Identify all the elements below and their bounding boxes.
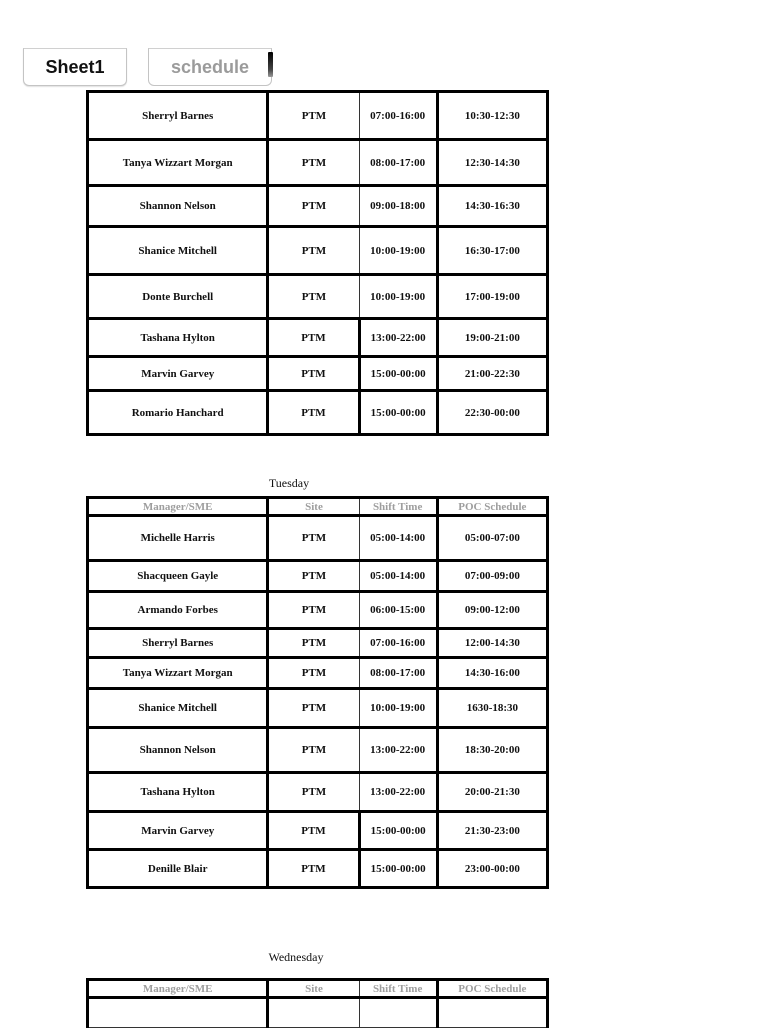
- site-cell[interactable]: PTM: [268, 773, 359, 812]
- table-row: [88, 773, 548, 812]
- shift-time-cell[interactable]: 08:00-17:00: [359, 140, 437, 186]
- poc-schedule-cell[interactable]: [437, 998, 547, 1028]
- table-row: [88, 92, 548, 140]
- site-cell[interactable]: PTM: [268, 92, 359, 140]
- site-cell[interactable]: PTM: [268, 357, 359, 391]
- column-header-shift-time: Shift Time: [359, 980, 437, 998]
- shift-time-cell[interactable]: 15:00-00:00: [359, 850, 437, 888]
- site-cell[interactable]: PTM: [268, 689, 359, 728]
- monday-schedule-table: [86, 90, 549, 436]
- table-row: [88, 140, 548, 186]
- day-heading-tuesday: Tuesday: [268, 476, 310, 490]
- shift-time-cell[interactable]: 15:00-00:00: [359, 391, 437, 435]
- manager-cell[interactable]: Michelle Harris: [88, 516, 268, 561]
- shift-time-cell[interactable]: 05:00-14:00: [359, 516, 437, 561]
- manager-cell[interactable]: Tashana Hylton: [88, 773, 268, 812]
- site-cell[interactable]: PTM: [268, 629, 359, 658]
- site-cell[interactable]: PTM: [268, 592, 359, 629]
- poc-schedule-cell[interactable]: 21:00-22:30: [437, 357, 547, 391]
- table-row: [88, 812, 548, 850]
- table-row: [88, 391, 548, 435]
- column-header-manager: Manager/SME: [88, 980, 268, 998]
- shift-time-cell[interactable]: 15:00-00:00: [359, 812, 437, 850]
- table-row: [88, 561, 548, 592]
- table-row: [88, 998, 548, 1028]
- manager-cell[interactable]: Tashana Hylton: [88, 319, 268, 357]
- shift-time-cell[interactable]: 08:00-17:00: [359, 658, 437, 689]
- shift-time-cell[interactable]: 07:00-16:00: [359, 629, 437, 658]
- manager-cell[interactable]: Shacqueen Gayle: [88, 561, 268, 592]
- poc-schedule-cell[interactable]: 10:30-12:30: [437, 92, 547, 140]
- site-cell[interactable]: PTM: [268, 319, 359, 357]
- table-header-row: [88, 980, 548, 998]
- poc-schedule-cell[interactable]: 1630-18:30: [437, 689, 547, 728]
- shift-time-cell[interactable]: 10:00-19:00: [359, 275, 437, 319]
- column-header-site: Site: [268, 498, 359, 516]
- site-cell[interactable]: PTM: [268, 561, 359, 592]
- manager-cell[interactable]: Denille Blair: [88, 850, 268, 888]
- column-header-poc-schedule: POC Schedule: [437, 498, 547, 516]
- shift-time-cell[interactable]: 09:00-18:00: [359, 186, 437, 227]
- poc-schedule-cell[interactable]: 23:00-00:00: [437, 850, 547, 888]
- poc-schedule-cell[interactable]: 22:30-00:00: [437, 391, 547, 435]
- table-row: [88, 629, 548, 658]
- manager-cell[interactable]: Romario Hanchard: [88, 391, 268, 435]
- manager-cell[interactable]: Shanice Mitchell: [88, 689, 268, 728]
- table-row: [88, 592, 548, 629]
- manager-cell[interactable]: Tanya Wizzart Morgan: [88, 658, 268, 689]
- site-cell[interactable]: [268, 998, 359, 1028]
- site-cell[interactable]: PTM: [268, 812, 359, 850]
- table-row: [88, 227, 548, 275]
- poc-schedule-cell[interactable]: 12:30-14:30: [437, 140, 547, 186]
- tab-sheet1[interactable]: Sheet1: [23, 48, 127, 86]
- poc-schedule-cell[interactable]: 20:00-21:30: [437, 773, 547, 812]
- site-cell[interactable]: PTM: [268, 140, 359, 186]
- manager-cell[interactable]: Shanice Mitchell: [88, 227, 268, 275]
- sheet-tab-bar: [23, 48, 250, 87]
- tab-schedule[interactable]: schedule: [148, 48, 272, 86]
- poc-schedule-cell[interactable]: 19:00-21:00: [437, 319, 547, 357]
- table-row: [88, 850, 548, 888]
- manager-cell[interactable]: [88, 998, 268, 1028]
- table-row: [88, 728, 548, 773]
- shift-time-cell[interactable]: 10:00-19:00: [359, 227, 437, 275]
- site-cell[interactable]: PTM: [268, 850, 359, 888]
- poc-schedule-cell[interactable]: 12:00-14:30: [437, 629, 547, 658]
- poc-schedule-cell[interactable]: 14:30-16:00: [437, 658, 547, 689]
- table-row: [88, 357, 548, 391]
- table-row: [88, 516, 548, 561]
- column-header-poc-schedule: POC Schedule: [437, 980, 547, 998]
- poc-schedule-cell[interactable]: 09:00-12:00: [437, 592, 547, 629]
- poc-schedule-cell[interactable]: 07:00-09:00: [437, 561, 547, 592]
- site-cell[interactable]: PTM: [268, 186, 359, 227]
- shift-time-cell[interactable]: 07:00-16:00: [359, 92, 437, 140]
- site-cell[interactable]: PTM: [268, 728, 359, 773]
- table-header-row: [88, 498, 548, 516]
- manager-cell[interactable]: Marvin Garvey: [88, 357, 268, 391]
- manager-cell[interactable]: Shannon Nelson: [88, 728, 268, 773]
- poc-schedule-cell[interactable]: 21:30-23:00: [437, 812, 547, 850]
- table-row: [88, 689, 548, 728]
- tuesday-schedule-table: [86, 496, 549, 889]
- poc-schedule-cell[interactable]: 05:00-07:00: [437, 516, 547, 561]
- manager-cell[interactable]: Armando Forbes: [88, 592, 268, 629]
- day-heading-wednesday: Wednesday: [268, 950, 324, 964]
- shift-time-cell[interactable]: 10:00-19:00: [359, 689, 437, 728]
- table-row: [88, 658, 548, 689]
- wednesday-schedule-table: [86, 978, 549, 1028]
- site-cell[interactable]: PTM: [268, 516, 359, 561]
- shift-time-cell[interactable]: 13:00-22:00: [359, 773, 437, 812]
- table-row: [88, 186, 548, 227]
- column-header-site: Site: [268, 980, 359, 998]
- tab-divider: [268, 52, 273, 77]
- table-row: [88, 275, 548, 319]
- poc-schedule-cell[interactable]: 17:00-19:00: [437, 275, 547, 319]
- column-header-shift-time: Shift Time: [359, 498, 437, 516]
- shift-time-cell[interactable]: [359, 998, 437, 1028]
- manager-cell[interactable]: Tanya Wizzart Morgan: [88, 140, 268, 186]
- site-cell[interactable]: PTM: [268, 391, 359, 435]
- shift-time-cell[interactable]: 06:00-15:00: [359, 592, 437, 629]
- shift-time-cell[interactable]: 13:00-22:00: [359, 319, 437, 357]
- manager-cell[interactable]: Sherryl Barnes: [88, 629, 268, 658]
- site-cell[interactable]: PTM: [268, 658, 359, 689]
- poc-schedule-cell[interactable]: 14:30-16:30: [437, 186, 547, 227]
- shift-time-cell[interactable]: 15:00-00:00: [359, 357, 437, 391]
- poc-schedule-cell[interactable]: 16:30-17:00: [437, 227, 547, 275]
- column-header-manager: Manager/SME: [88, 498, 268, 516]
- shift-time-cell[interactable]: 13:00-22:00: [359, 728, 437, 773]
- shift-time-cell[interactable]: 05:00-14:00: [359, 561, 437, 592]
- site-cell[interactable]: PTM: [268, 275, 359, 319]
- poc-schedule-cell[interactable]: 18:30-20:00: [437, 728, 547, 773]
- table-row: [88, 319, 548, 357]
- site-cell[interactable]: PTM: [268, 227, 359, 275]
- manager-cell[interactable]: Marvin Garvey: [88, 812, 268, 850]
- manager-cell[interactable]: Sherryl Barnes: [88, 92, 268, 140]
- manager-cell[interactable]: Donte Burchell: [88, 275, 268, 319]
- manager-cell[interactable]: Shannon Nelson: [88, 186, 268, 227]
